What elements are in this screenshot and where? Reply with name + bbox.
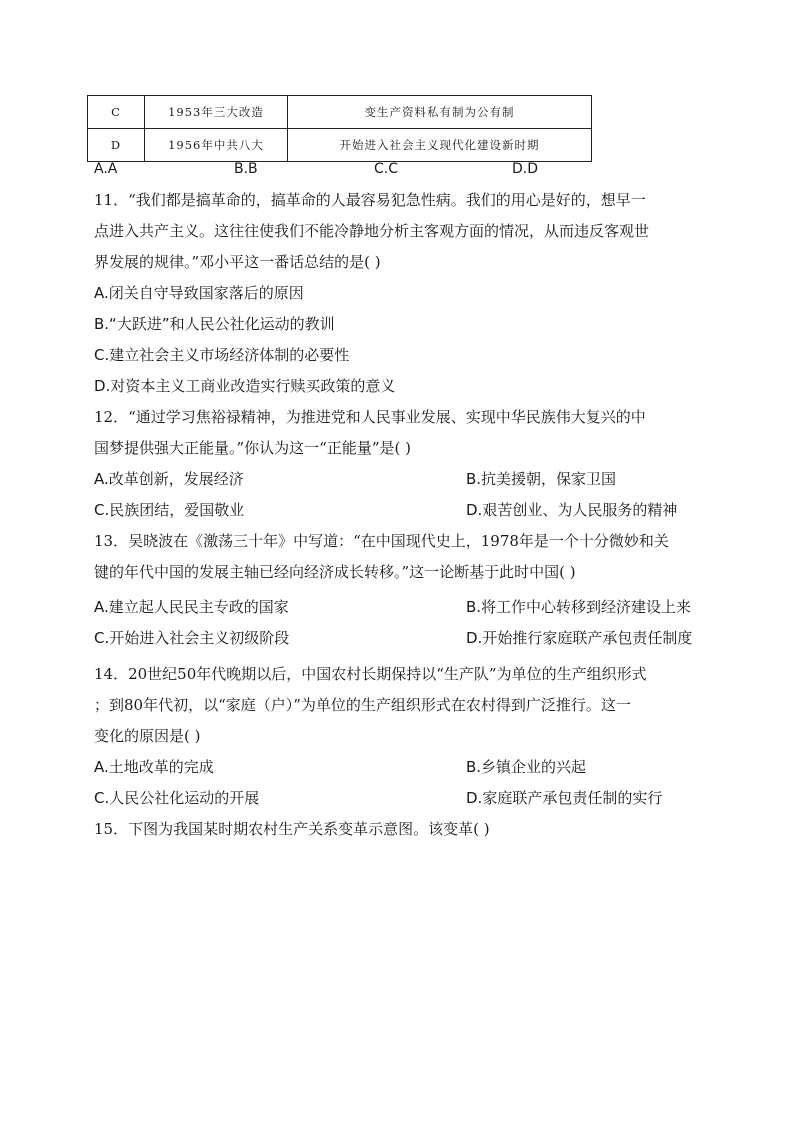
q11-option-b: B.“大跃进”和人民公社化运动的教训 xyxy=(94,315,335,333)
table-cell-meaning: 变生产资料私有制为公有制 xyxy=(288,96,592,129)
q12-options-row xyxy=(94,469,704,489)
q11-option-d: D.对资本主义工商业改造实行赎买政策的意义 xyxy=(94,377,396,395)
q12-option-d: D.艰苦创业、为人民服务的精神 xyxy=(466,501,678,519)
q14-option-d: D.家庭联产承包责任制的实行 xyxy=(466,789,663,807)
q14-stem-line: ；到80年代初，以“家庭（户）”为单位的生产组织形式在农村得到广泛推行。这一 xyxy=(94,696,631,714)
q10-option-b: B.B xyxy=(234,161,258,177)
q13-option-a: A.建立起人民民主专政的国家 xyxy=(94,598,289,616)
table-cell-label: C xyxy=(88,96,145,129)
q12-option-a: A.改革创新，发展经济 xyxy=(94,470,244,488)
q10-option-c: C.C xyxy=(374,161,399,177)
q11-stem-line: 界发展的规律。”邓小平这一番话总结的是( ) xyxy=(94,253,381,271)
q14-stem-line: 14．20世纪50年代晚期以后，中国农村长期保持以“生产队”为单位的生产组织形式 xyxy=(94,665,647,683)
q12-option-c: C.民族团结，爱国敬业 xyxy=(94,501,245,519)
q13-option-d: D.开始推行家庭联产承包责任制度 xyxy=(466,629,693,647)
q12-stem-line: 国梦提供强大正能量。”你认为这一“正能量”是( ) xyxy=(94,439,411,457)
table-cell-event: 1956年中共八大 xyxy=(145,129,288,162)
table-cell-event: 1953年三大改造 xyxy=(145,96,288,129)
q14-options-row xyxy=(94,788,704,808)
q12-option-b: B.抗美援朝，保家卫国 xyxy=(466,470,617,488)
q13-stem-line: 13．吴晓波在《激荡三十年》中写道：“在中国现代史上，1978年是一个十分微妙和关 xyxy=(94,532,669,550)
q14-option-b: B.乡镇企业的兴起 xyxy=(466,758,587,776)
answer-options-table xyxy=(87,95,592,162)
q12-options-row xyxy=(94,500,704,520)
q13-option-c: C.开始进入社会主义初级阶段 xyxy=(94,629,290,647)
q13-options-row xyxy=(94,597,704,617)
q14-stem-line: 变化的原因是( ) xyxy=(94,727,201,745)
q13-stem-line: 键的年代中国的发展主轴已经向经济成长转移。”这一论断基于此时中国( ) xyxy=(94,563,576,581)
q15-stem-line: 15．下图为我国某时期农村生产关系变革示意图。该变革( ) xyxy=(94,820,490,838)
q14-option-c: C.人民公社化运动的开展 xyxy=(94,789,260,807)
q10-option-d: D.D xyxy=(512,161,539,177)
table-row xyxy=(88,129,592,162)
table-cell-label: D xyxy=(88,129,145,162)
table-cell-meaning: 开始进入社会主义现代化建设新时期 xyxy=(288,129,592,162)
table-row xyxy=(88,96,592,129)
q14-option-a: A.土地改革的完成 xyxy=(94,758,214,776)
q12-stem-line: 12．“通过学习焦裕禄精神，为推进党和人民事业发展、实现中华民族伟大复兴的中 xyxy=(94,408,646,426)
q11-stem-line: 点进入共产主义。这往往使我们不能冷静地分析主客观方面的情况，从而违反客观世 xyxy=(94,222,650,240)
q11-option-c: C.建立社会主义市场经济体制的必要性 xyxy=(94,346,350,364)
q14-options-row xyxy=(94,757,704,777)
q10-options xyxy=(94,161,614,181)
q11-stem-line: 11．“我们都是搞革命的，搞革命的人最容易犯急性病。我们的用心是好的，想早一 xyxy=(94,191,646,209)
q10-option-a: A.A xyxy=(94,161,118,177)
q11-option-a: A.闭关自守导致国家落后的原因 xyxy=(94,284,304,302)
q13-option-b: B.将工作中心转移到经济建设上来 xyxy=(466,598,692,616)
q13-options-row xyxy=(94,628,704,648)
